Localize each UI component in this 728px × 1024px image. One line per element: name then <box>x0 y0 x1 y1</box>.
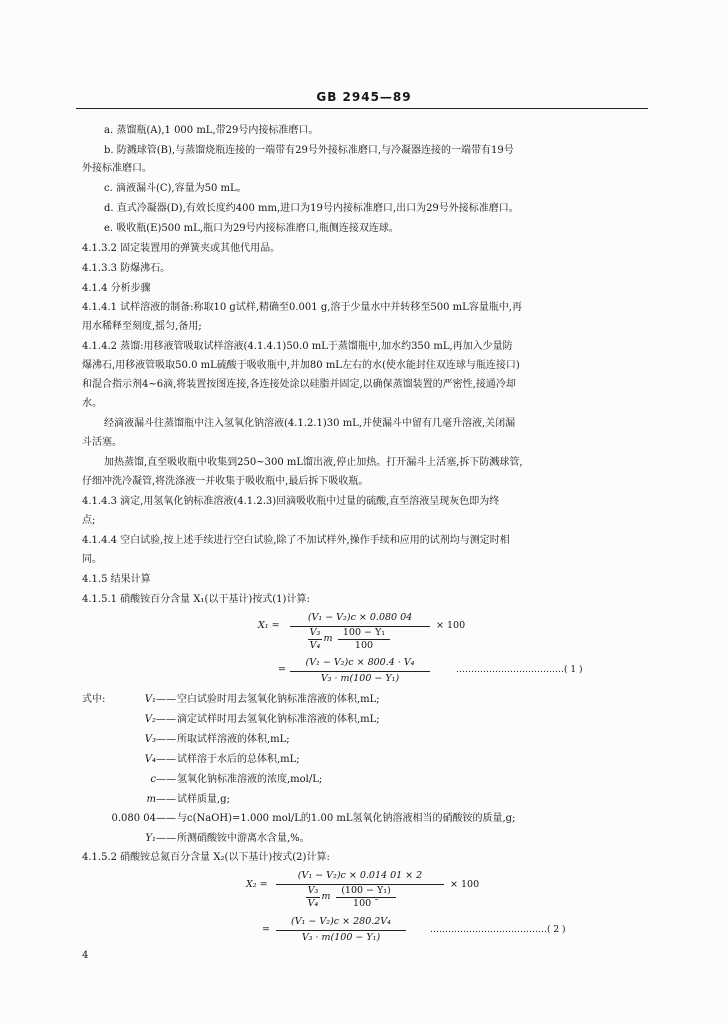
para-heat-line1: 加热蒸馏,直至吸收瓶中收集到250~300 mL馏出液,停止加热。打开漏斗上活塞,拆下防溅球管, <box>104 457 523 468</box>
section-4151: 4.1.5.1 硝酸铵百分含量 X₁(以干基计)按式(1)计算: <box>82 594 310 605</box>
section-4133: 4.1.3.3 防爆沸石。 <box>82 263 171 274</box>
formula-1-m: m <box>323 633 333 644</box>
def-text: 所测硝酸铵中游离水含量,%。 <box>177 833 310 844</box>
def-symbol: Y₁—— <box>145 833 176 844</box>
formula-1-inner-num: 100 − Y₁ <box>342 627 386 638</box>
item-e: e. 吸收瓶(E)500 mL,瓶口为29号内接标准磨口,瓶侧连接双连球。 <box>104 223 399 234</box>
formula-1-denominator2: V₃ · m(100 − Y₁) <box>320 673 400 684</box>
formula-2-numerator: (V₁ − V₂)c × 0.014 01 × 2 <box>297 870 423 881</box>
page-number: 4 <box>82 950 89 961</box>
item-a: a. 蒸馏瓶(A),1 000 mL,带29号内接标准磨口。 <box>104 125 319 136</box>
formula-1-v4: V₄ <box>309 640 321 651</box>
item-c: c. 滴液漏斗(C),容量为50 mL。 <box>104 183 247 194</box>
formula-2-v4: V₄ <box>307 898 319 909</box>
def-text: 试样溶于水后的总体积,mL; <box>177 754 300 765</box>
section-4142-line4: 水。 <box>82 398 102 409</box>
section-4143-line1: 4.1.4.3 滴定,用氢氧化钠标准溶液(4.1.2.3)回滴吸收瓶中过量的硫酸,直至溶液呈现灰色即为终 <box>82 496 500 507</box>
formula-1-times100: × 100 <box>436 620 466 631</box>
section-4142-line3: 和混合指示剂4~6滴,将装置按图连接,各连接处涂以硅脂并固定,以确保蒸馏装置的严密性,接通冷却 <box>82 379 516 390</box>
def-symbol: m—— <box>146 794 176 805</box>
def-symbol: c—— <box>150 774 176 785</box>
section-4144-line1: 4.1.4.4 空白试验,按上述手续进行空白试验,除了不加试样外,操作手续和应用的试剂均与测定时相 <box>82 535 510 546</box>
item-b-line1: b. 防溅球管(B),与蒸馏烧瓶连接的一端带有29号外接标准磨口,与冷凝器连接的一端带有19号 <box>104 145 514 156</box>
section-4142-line1: 4.1.4.2 蒸馏:用移液管吸取试样溶液(4.1.4.1)50.0 mL于蒸馏瓶中,加水约350 mL,再加入少量防 <box>82 341 513 352</box>
def-text: 滴定试样时用去氢氧化钠标准溶液的体积,mL; <box>177 714 380 725</box>
item-d: d. 直式冷凝器(D),有效长度约400 mm,进口为19号内接标准磨口,出口为29号外接标准磨口。 <box>104 203 519 214</box>
para-heat-line2: 仔细冲洗冷凝管,将洗涤液一并收集于吸收瓶中,最后拆下吸收瓶。 <box>82 476 369 487</box>
section-4132: 4.1.3.2 固定装置用的弹簧夹或其他代用品。 <box>82 243 281 254</box>
formula-2-m: m <box>321 891 331 902</box>
formula-1-lhs: X₁ = <box>258 620 280 631</box>
section-4142-line2: 爆沸石,用移液管吸取50.0 mL硫酸于吸收瓶中,并加80 mL左右的水(使水能封住双连球与瓶连接口) <box>82 360 520 371</box>
def-text: 试样质量,g; <box>177 794 230 805</box>
section-414-heading: 4.1.4 分析步骤 <box>82 283 151 294</box>
def-symbol: V₄—— <box>144 754 176 765</box>
section-415-heading: 4.1.5 结果计算 <box>82 574 151 585</box>
formula-1-inner-den: 100 <box>354 640 374 651</box>
formula-1-tag: ………………………………( 1 ) <box>456 665 583 675</box>
formula-2-tag: …………………………………( 2 ) <box>430 925 566 935</box>
section-4143-line2: 点; <box>82 515 96 526</box>
formula-2-eq2: = <box>262 924 270 935</box>
def-text: 空白试验时用去氢氧化钠标准溶液的体积,mL; <box>177 694 380 705</box>
formula-2-numerator2: (V₁ − V₂)c × 280.2V₄ <box>291 916 391 927</box>
standard-header: GB 2945—89 <box>316 90 412 104</box>
formula-1-numerator: (V₁ − V₂)c × 0.080 04 <box>307 612 413 623</box>
def-symbol: 0.080 04—— <box>111 813 176 824</box>
formula-1-v3: V₃ <box>309 627 321 638</box>
formula-2-times100: × 100 <box>450 879 480 890</box>
section-4141-line1: 4.1.4.1 试样溶液的制备:称取10 g试样,精确至0.001 g,溶于少量水中并转移至500 mL容量瓶中,再 <box>82 302 522 313</box>
formula-1-fraction-bar2 <box>290 671 430 672</box>
formula-2-inner-den: 100 ˜ <box>353 898 379 909</box>
formula-2-lhs: X₂ = <box>246 879 268 890</box>
definitions-intro: 式中: <box>82 694 106 705</box>
def-symbol: V₂—— <box>144 714 176 725</box>
formula-2-denominator2: V₃ · m(100 − Y₁) <box>301 932 381 943</box>
formula-2-fraction-bar2 <box>276 930 406 931</box>
def-symbol: V₃—— <box>144 734 176 745</box>
item-b-line2: 外接标准磨口。 <box>82 163 152 174</box>
formula-1-numerator2: (V₁ − V₂)c × 800.4 · V₄ <box>305 657 415 668</box>
def-text: 与c(NaOH)=1.000 mol/L的1.00 mL氢氧化钠溶液相当的硝酸铵的质量,g; <box>177 813 516 824</box>
header-rule <box>76 108 648 109</box>
formula-2-v3: V₃ <box>307 885 319 896</box>
formula-2-inner-num: (100 − Y₁) <box>341 885 391 896</box>
para-funnel-line2: 斗活塞。 <box>82 437 122 448</box>
def-text: 所取试样溶液的体积,mL; <box>177 734 290 745</box>
para-funnel-line1: 经滴液漏斗往蒸馏瓶中注入氢氧化钠溶液(4.1.2.1)30 mL,并使漏斗中留有几毫升溶液,关闭漏 <box>104 418 516 429</box>
formula-1-eq2: = <box>278 664 286 675</box>
def-symbol: V₁—— <box>144 694 176 705</box>
def-text: 氢氧化钠标准溶液的浓度,mol/L; <box>177 774 323 785</box>
section-4144-line2: 同。 <box>82 554 102 565</box>
section-4141-line2: 用水稀释至刻度,摇匀,备用; <box>82 321 202 332</box>
section-4152: 4.1.5.2 硝酸铵总氮百分含量 X₂(以下基计)按式(2)计算: <box>82 852 330 863</box>
